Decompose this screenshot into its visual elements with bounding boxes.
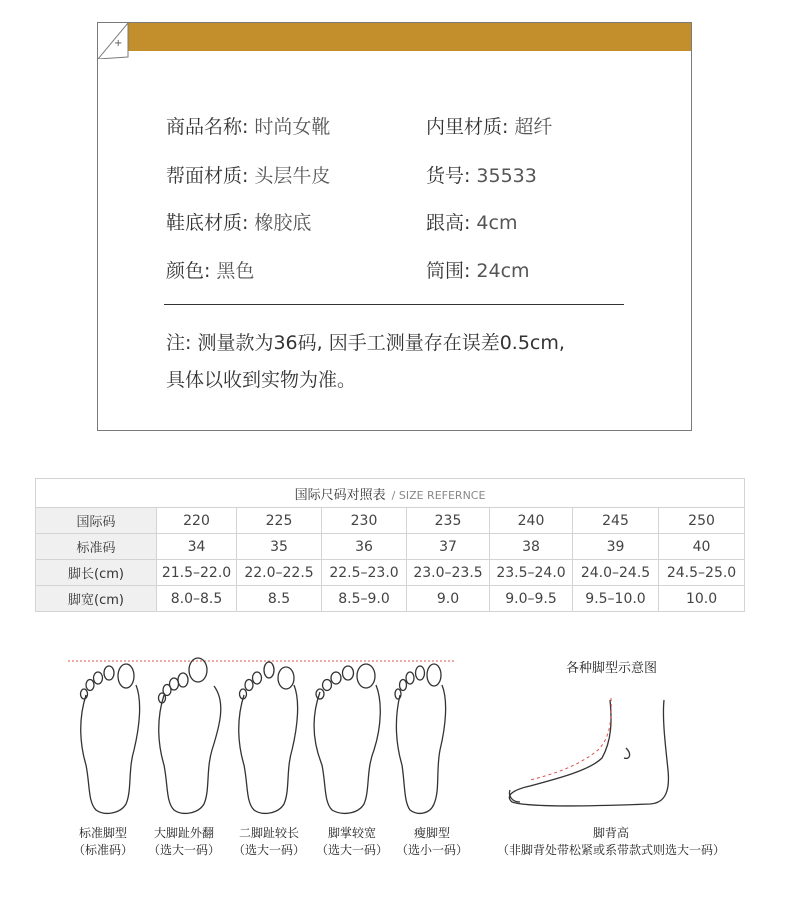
foot-type-name: 大脚趾外翻 xyxy=(153,826,214,840)
standard-foot-icon xyxy=(81,664,140,813)
table-cell: 36 xyxy=(322,534,407,560)
spec-item-no-value: 35533 xyxy=(476,165,537,187)
spec-name-value: 时尚女靴 xyxy=(254,116,331,138)
table-cell: 225 xyxy=(237,508,322,534)
foot-type-advice: （选小一码） xyxy=(395,843,468,857)
product-info-card xyxy=(97,22,692,431)
foot-type-name: 脚掌较宽 xyxy=(327,826,376,840)
high-instep-foot-icon xyxy=(509,700,668,806)
spec-upper-value: 头层牛皮 xyxy=(254,165,331,187)
table-row xyxy=(36,586,745,612)
row-header: 标准码 xyxy=(36,534,157,560)
spec-lining-label: 内里材质: xyxy=(426,116,509,138)
spec-heel-value: 4cm xyxy=(476,212,518,234)
foot-type-name: 二脚趾较长 xyxy=(238,826,299,840)
table-cell: 39 xyxy=(573,534,659,560)
table-row xyxy=(36,560,745,586)
table-title-text: 国际尺码对照表 xyxy=(294,487,386,503)
spec-upper xyxy=(166,161,330,188)
row-header: 国际码 xyxy=(36,508,157,534)
table-cell: 40 xyxy=(659,534,745,560)
spec-lining-value: 超纤 xyxy=(514,116,553,138)
foot-type-advice: （标准码） xyxy=(72,843,133,857)
spec-name-label: 商品名称: xyxy=(166,116,249,138)
row-header: 脚长(cm) xyxy=(36,560,157,586)
table-cell: 23.0–23.5 xyxy=(407,560,490,586)
note-line-2: 具体以收到实物为准。 xyxy=(166,369,357,391)
table-cell: 10.0 xyxy=(659,586,745,612)
table-cell: 9.5–10.0 xyxy=(573,586,659,612)
spec-color xyxy=(166,256,254,283)
plus-icon: + xyxy=(114,38,123,49)
card-accent-bar xyxy=(128,23,691,51)
spec-shaft-label: 筒围: xyxy=(426,260,471,282)
table-cell: 9.0–9.5 xyxy=(490,586,573,612)
spec-sole-value: 橡胶底 xyxy=(254,212,312,234)
table-title-row xyxy=(36,479,745,508)
spec-item-no-label: 货号: xyxy=(426,165,471,187)
note-line-1: 注: 测量款为36码, 因手工测量存在误差0.5cm, xyxy=(166,332,565,354)
table-cell: 24.0–24.5 xyxy=(573,560,659,586)
foot-shapes-illustration xyxy=(0,640,790,825)
table-cell: 38 xyxy=(490,534,573,560)
instep-name: 脚背高 xyxy=(592,826,629,840)
table-subtitle: / SIZE REFERNCE xyxy=(391,488,486,502)
table-cell: 21.5–22.0 xyxy=(157,560,237,586)
table-cell: 8.5 xyxy=(237,586,322,612)
table-cell: 35 xyxy=(237,534,322,560)
table-cell: 220 xyxy=(157,508,237,534)
spec-heel xyxy=(426,208,517,235)
foot-type-advice: （选大一码） xyxy=(232,843,305,857)
size-chart-table xyxy=(35,478,745,612)
slim-foot-icon xyxy=(395,664,446,813)
table-cell: 8.0–8.5 xyxy=(157,586,237,612)
table-cell: 240 xyxy=(490,508,573,534)
table-cell: 22.0–22.5 xyxy=(237,560,322,586)
table-cell: 37 xyxy=(407,534,490,560)
wide-foot-icon xyxy=(314,664,380,813)
spec-sole xyxy=(166,208,311,235)
table-row xyxy=(36,534,745,560)
table-cell: 22.5–23.0 xyxy=(322,560,407,586)
foot-type-advice: （选大一码） xyxy=(315,843,388,857)
foot-type-name: 瘦脚型 xyxy=(413,826,450,840)
bunion-foot-icon xyxy=(159,658,221,813)
spec-color-label: 颜色: xyxy=(166,260,211,282)
spec-lining xyxy=(426,112,552,139)
spec-shaft xyxy=(426,256,530,283)
table-row xyxy=(36,508,745,534)
instep-guide-line xyxy=(530,698,611,780)
table-cell: 230 xyxy=(322,508,407,534)
table-cell: 250 xyxy=(659,508,745,534)
table-cell: 8.5–9.0 xyxy=(322,586,407,612)
foot-type-name: 标准脚型 xyxy=(78,826,127,840)
instep-advice: （非脚背处带松紧或系带款式则选大一码） xyxy=(496,843,725,857)
table-cell: 9.0 xyxy=(407,586,490,612)
spec-heel-label: 跟高: xyxy=(426,212,471,234)
row-header: 脚宽(cm) xyxy=(36,586,157,612)
spec-shaft-value: 24cm xyxy=(476,260,530,282)
table-cell: 235 xyxy=(407,508,490,534)
table-cell: 245 xyxy=(573,508,659,534)
diagram-title: 各种脚型示意图 xyxy=(566,661,658,676)
table-cell: 24.5–25.0 xyxy=(659,560,745,586)
spec-name xyxy=(166,112,330,139)
table-cell: 23.5–24.0 xyxy=(490,560,573,586)
spec-sole-label: 鞋底材质: xyxy=(166,212,249,234)
spec-upper-label: 帮面材质: xyxy=(166,165,249,187)
foot-type-advice: （选大一码） xyxy=(147,843,220,857)
long-second-toe-foot-icon xyxy=(239,662,298,813)
table-cell: 34 xyxy=(157,534,237,560)
spec-color-value: 黑色 xyxy=(216,260,255,282)
spec-item-no xyxy=(426,161,537,188)
table-title xyxy=(36,479,745,508)
card-divider xyxy=(164,304,624,305)
